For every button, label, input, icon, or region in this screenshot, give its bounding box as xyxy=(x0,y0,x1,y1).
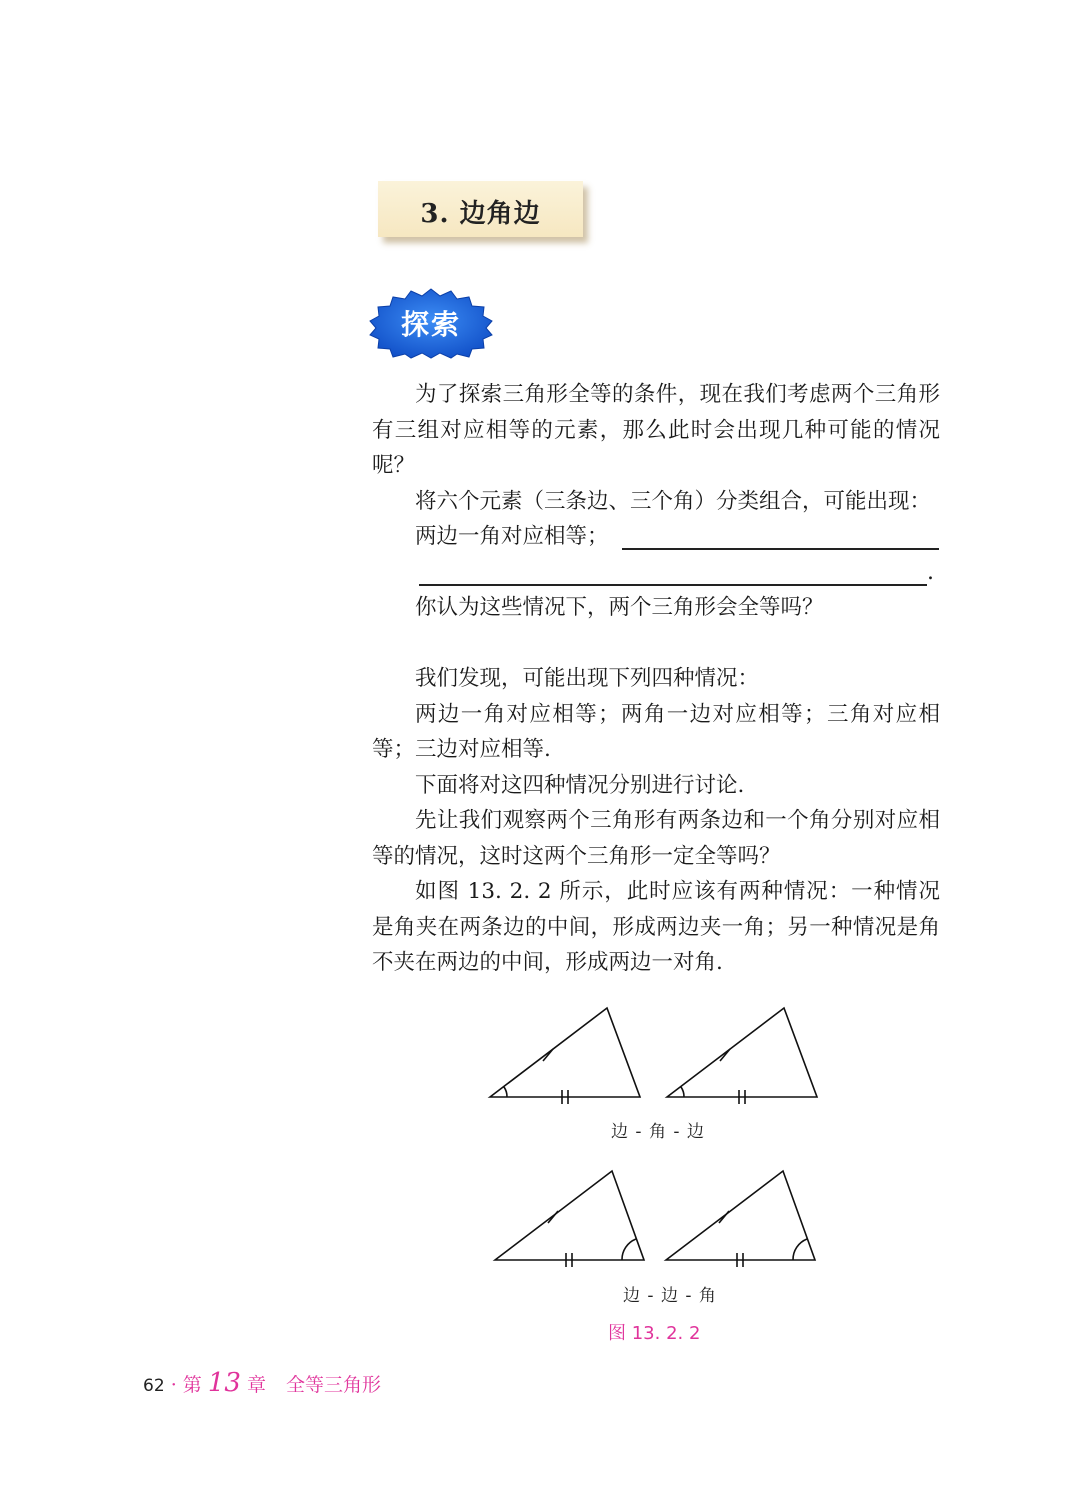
caption-ssa: 边 - 边 - 角 xyxy=(623,1286,717,1306)
question-text xyxy=(372,590,940,626)
triangle-ssa-right xyxy=(666,1171,815,1267)
triangle-figure xyxy=(480,995,830,1315)
caption-sas: 边 - 角 - 边 xyxy=(611,1122,705,1142)
paragraph: 我们发现，可能出现下列四种情况： xyxy=(415,666,760,691)
section-heading xyxy=(378,181,583,237)
chapter-suffix: 章 xyxy=(246,1374,266,1396)
chapter-number: 13 xyxy=(207,1368,241,1398)
body-text-bottom xyxy=(372,661,940,981)
chapter-title: 全等三角形 xyxy=(286,1374,382,1396)
triangle-sas-left xyxy=(490,1008,640,1104)
triangle-ssa-left xyxy=(495,1171,644,1267)
body-text-top xyxy=(372,377,940,555)
figure-label: 图 13. 2. 2 xyxy=(608,1323,701,1344)
page-number: 62 xyxy=(143,1376,165,1396)
fill-blank-line xyxy=(622,548,939,550)
paragraph: 你认为这些情况下，两个三角形会全等吗？ xyxy=(415,595,824,620)
paragraph: 两边一角对应相等； xyxy=(415,524,609,549)
chapter-prefix: 第 xyxy=(182,1374,202,1396)
paragraph: 将六个元素（三条边、三个角）分类组合，可能出现： xyxy=(415,488,932,514)
explore-label: 探索 xyxy=(400,308,461,341)
section-title: 3. 边角边 xyxy=(420,199,541,229)
paragraph: 下面将对这四种情况分别进行讨论. xyxy=(415,772,745,798)
triangle-sas-right xyxy=(667,1008,817,1104)
paragraph: 两边一角对应相等；两角一边对应相等；三角对应相等；三边对应相等. xyxy=(372,701,940,762)
fill-blank-line xyxy=(419,584,927,586)
page-footer xyxy=(143,1368,381,1398)
period: . xyxy=(927,560,934,585)
footer-separator: · xyxy=(170,1374,177,1396)
paragraph: 如图 13. 2. 2 所示，此时应该有两种情况：一种情况是角夹在两条边的中间，形成两边夹一角；另一种情况是角不夹在两边的中间，形成两边一对角. xyxy=(372,879,940,975)
paragraph: 为了探索三角形全等的条件，现在我们考虑两个三角形有三组对应相等的元素，那么此时会出现几种可能的情况呢？ xyxy=(372,382,940,478)
paragraph: 先让我们观察两个三角形有两条边和一个角分别对应相等的情况，这时这两个三角形一定全等吗？ xyxy=(372,808,940,869)
